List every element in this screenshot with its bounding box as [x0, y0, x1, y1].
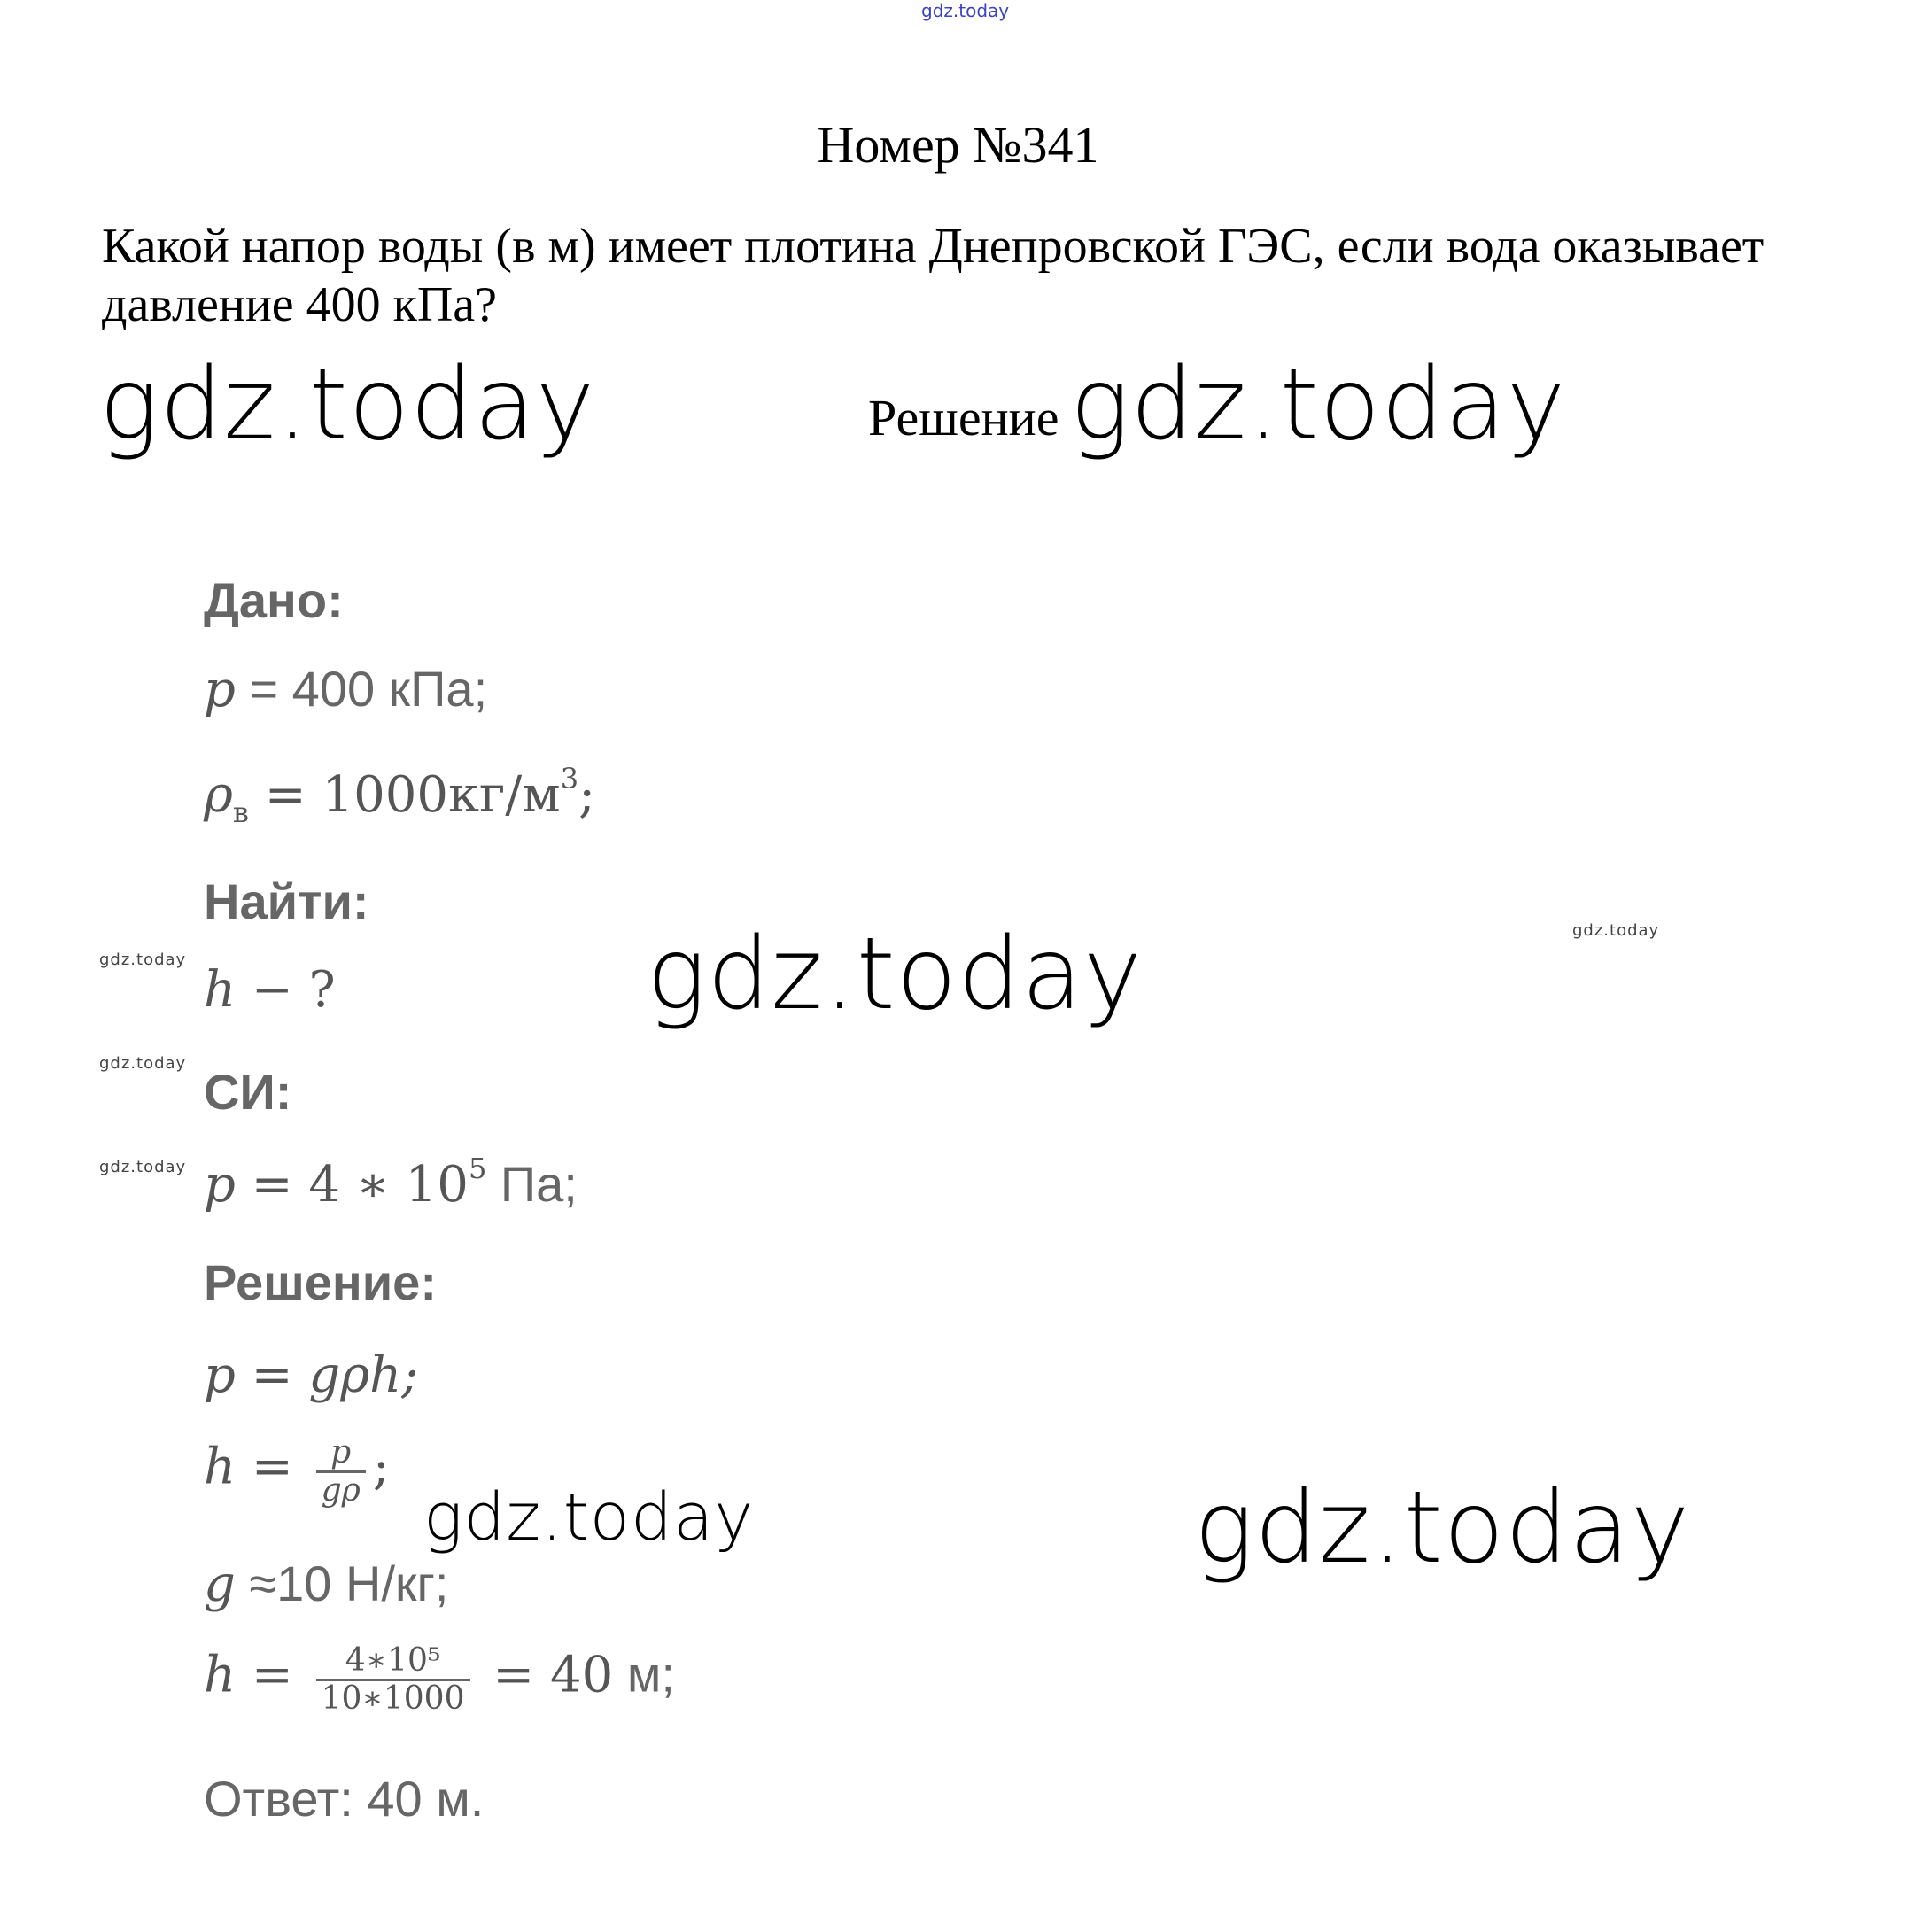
formula-pressure: p = gρh; [204, 1346, 419, 1404]
watermark-4: gdz.today [423, 1479, 755, 1556]
solution-heading: Решение [868, 389, 1059, 446]
si-pressure: p = 4 ∗ $10^5$ Па; [204, 1152, 578, 1214]
watermark-small-2: gdz.today [99, 950, 187, 969]
page-title: Номер №341 [817, 116, 1099, 174]
answer: Ответ: 40 м. [204, 1771, 485, 1827]
watermark-small-4: gdz.today [99, 1158, 187, 1176]
given-density: $\rho_в = 1000кг/м^3$; [204, 762, 595, 829]
si-heading: СИ: [204, 1064, 292, 1120]
watermark-2: gdz.today [1070, 347, 1567, 462]
watermark-1: gdz.today [99, 347, 596, 462]
watermark-small-1: gdz.today [1572, 921, 1660, 940]
formula-height: h = $\frac{p}{g\rho}$ ; [204, 1434, 390, 1509]
calculation: h = $\frac{\text{4∗10⁵}}{10∗1000}$ = 40 м; [204, 1642, 675, 1717]
find-variable: h − ? [204, 961, 336, 1019]
watermark-3: gdz.today [647, 917, 1144, 1032]
gravity-value: g ≈10 Н/кг; [204, 1556, 449, 1613]
find-heading: Найти: [204, 873, 369, 929]
header-site-link[interactable]: gdz.today [921, 0, 1010, 21]
question-text: Какой напор воды (в м) имеет плотина Днепровской ГЭС, если вода оказывает давление 400 кПа? [102, 219, 1765, 332]
given-heading: Дано: [204, 572, 344, 628]
watermark-5: gdz.today [1194, 1470, 1691, 1586]
given-pressure: p = 400 кПа; [204, 661, 488, 718]
solution-subheading: Решение: [204, 1254, 437, 1310]
watermark-small-3: gdz.today [99, 1054, 187, 1073]
